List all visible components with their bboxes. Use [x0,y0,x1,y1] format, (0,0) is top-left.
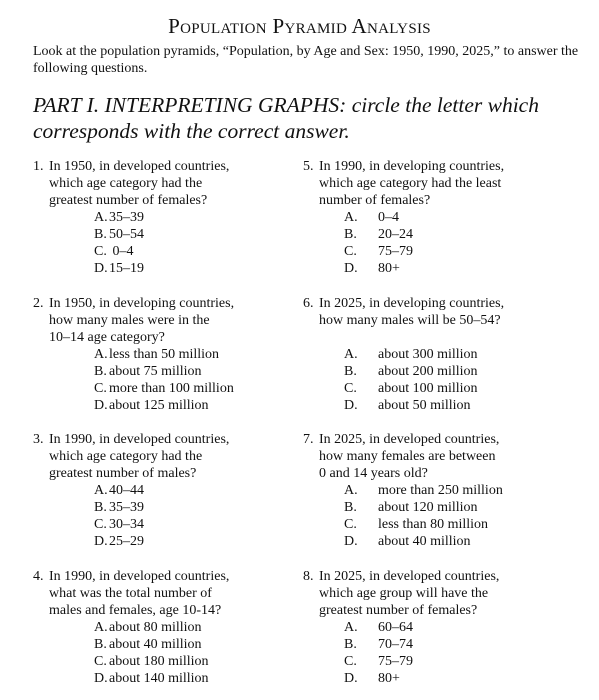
option-text: about 40 million [109,637,202,652]
option-letter: C. [94,244,107,259]
option-b[interactable] [94,499,298,516]
question-number: 3. [33,432,44,447]
option-letter: C. [94,381,107,396]
option-letter: D. [94,671,108,686]
option-letter: C. [344,517,357,532]
option-letter: B. [94,500,107,515]
option-text: less than 80 million [378,517,489,532]
option-letter: D. [344,261,358,276]
option-letter: D. [94,261,108,276]
option-a[interactable] [344,209,593,226]
option-c[interactable] [94,243,298,260]
question-text: In 2025, in developed countries, which age group will have the greatest number of females? [319,569,500,618]
option-text: 80+ [378,671,400,686]
question-stem [303,431,593,482]
option-d[interactable] [344,397,593,414]
question-text: In 2025, in developing countries, how many males will be 50–54? [319,296,505,328]
answer-options [33,209,298,277]
option-text: 70–74 [378,637,413,652]
question-stem [33,568,298,619]
option-text: 35–39 [109,210,144,225]
option-d[interactable] [344,260,593,277]
option-c[interactable] [94,380,298,397]
option-letter: A. [344,483,358,498]
option-letter: A. [94,620,108,635]
question-number: 7. [303,432,314,447]
option-letter: B. [344,364,357,379]
option-letter: B. [344,500,357,515]
option-b[interactable] [344,226,593,243]
option-b[interactable] [94,636,298,653]
option-letter: D. [344,671,358,686]
option-a[interactable] [94,482,298,499]
option-letter: C. [344,244,357,259]
question-3 [33,431,298,550]
answer-options [303,482,593,550]
option-text: 0–4 [378,210,399,225]
option-b[interactable] [94,226,298,243]
part-heading: PART I. INTERPRETING GRAPHS: circle the letter which corresponds with the correct answer. [33,93,539,143]
option-text: 20–24 [378,227,413,242]
option-letter: A. [94,347,108,362]
option-a[interactable] [94,346,298,363]
option-c[interactable] [344,243,593,260]
option-a[interactable] [344,346,593,363]
answer-options [33,482,298,550]
question-8 [303,568,593,687]
question-stem [33,431,298,482]
question-text: In 1950, in developing countries, how many males were in the 10–14 age category? [49,296,235,345]
option-text: about 180 million [109,654,209,669]
option-d[interactable] [94,397,298,414]
option-text: about 120 million [378,500,478,515]
question-1 [33,158,298,277]
option-text: 35–39 [109,500,144,515]
option-letter: C. [344,381,357,396]
option-b[interactable] [344,363,593,380]
option-b[interactable] [94,363,298,380]
option-letter: B. [344,227,357,242]
option-letter: D. [344,398,358,413]
option-c[interactable] [344,516,593,533]
question-number: 4. [33,569,44,584]
question-6 [303,295,593,414]
answer-options [303,209,593,277]
answer-options [303,346,593,414]
question-text: In 1990, in developed countries, what was the total number of males and females, age 10-14? [49,569,230,618]
answer-options [33,619,298,687]
question-number: 6. [303,296,314,311]
option-d[interactable] [344,533,593,550]
option-text: more than 250 million [378,483,503,498]
question-7 [303,431,593,550]
option-text: less than 50 million [109,347,220,362]
option-c[interactable] [344,380,593,397]
option-a[interactable] [344,619,593,636]
option-text: 0–4 [109,244,134,259]
option-letter: B. [94,364,107,379]
question-5 [303,158,593,277]
option-c[interactable] [94,516,298,533]
question-text: In 1990, in developing countries, which age category had the least number of females? [319,159,505,208]
answer-options [33,346,298,414]
question-2 [33,295,298,414]
question-stem [33,158,298,209]
option-letter: C. [94,517,107,532]
question-text: In 1950, in developed countries, which age category had the greatest number of females? [49,159,230,208]
question-stem [303,568,593,619]
answer-options [303,619,593,687]
option-text: about 140 million [109,671,209,686]
option-letter: A. [344,620,358,635]
option-text: 30–34 [109,517,144,532]
option-letter: A. [94,210,108,225]
question-4 [33,568,298,687]
option-letter: C. [344,654,357,669]
option-b[interactable] [344,499,593,516]
question-stem [303,158,593,209]
instructions: Look at the population pyramids, “Population, by Age and Sex: 1950, 1990, 2025,” to answer the following questions. [33,44,579,76]
option-letter: D. [94,398,108,413]
option-text: about 50 million [378,398,471,413]
option-letter: B. [94,227,107,242]
option-d[interactable] [94,260,298,277]
option-text: 80+ [378,261,400,276]
option-d[interactable] [344,670,593,687]
option-text: about 75 million [109,364,202,379]
option-d[interactable] [94,533,298,550]
option-text: about 200 million [378,364,478,379]
question-stem [303,295,593,346]
option-text: about 300 million [378,347,478,362]
option-text: 75–79 [378,654,413,669]
option-text: 15–19 [109,261,144,276]
option-text: about 100 million [378,381,478,396]
option-d[interactable] [94,670,298,687]
option-text: more than 100 million [109,381,234,396]
question-text: In 1990, in developed countries, which age category had the greatest number of males? [49,432,230,481]
option-text: 75–79 [378,244,413,259]
option-text: 60–64 [378,620,413,635]
option-b[interactable] [344,636,593,653]
option-text: about 80 million [109,620,202,635]
option-text: 25–29 [109,534,144,549]
option-letter: B. [94,637,107,652]
question-number: 5. [303,159,314,174]
option-letter: A. [344,347,358,362]
question-stem [33,295,298,346]
option-a[interactable] [94,209,298,226]
option-text: about 125 million [109,398,209,413]
option-a[interactable] [94,619,298,636]
question-number: 2. [33,296,44,311]
option-letter: C. [94,654,107,669]
question-number: 1. [33,159,44,174]
question-number: 8. [303,569,314,584]
page-title: Population Pyramid Analysis [168,14,431,38]
option-c[interactable] [94,653,298,670]
option-text: about 40 million [378,534,471,549]
option-text: 40–44 [109,483,144,498]
option-letter: D. [94,534,108,549]
option-a[interactable] [344,482,593,499]
question-text: In 2025, in developed countries, how many females are between 0 and 14 years old? [319,432,500,481]
option-letter: A. [94,483,108,498]
option-c[interactable] [344,653,593,670]
option-letter: B. [344,637,357,652]
option-letter: D. [344,534,358,549]
option-letter: A. [344,210,358,225]
option-text: 50–54 [109,227,144,242]
